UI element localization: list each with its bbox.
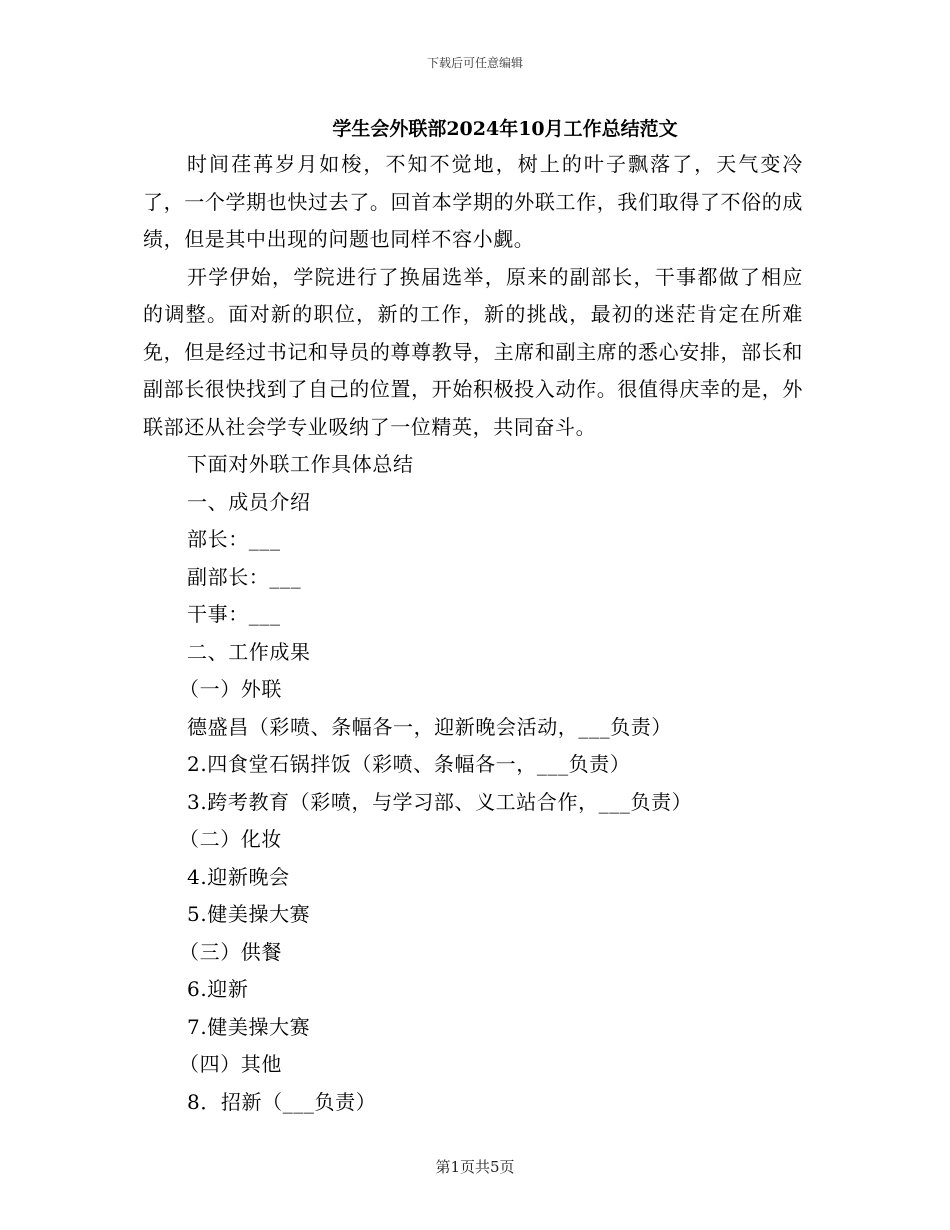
list-item: 5.健美操大赛 <box>187 902 311 926</box>
list-item: 3.跨考教育（彩喷，与学习部、义工站合作，___负责） <box>187 789 693 814</box>
list-item: 德盛昌（彩喷、条幅各一，迎新晚会活动，___负责） <box>187 714 672 739</box>
subsection-outreach: （一）外联 <box>179 677 282 701</box>
member-minister: 部长：___ <box>187 527 281 551</box>
document-body <box>143 146 803 1121</box>
section-heading-members: 一、成员介绍 <box>187 489 311 514</box>
list-item: 8．招新（___负责） <box>187 1089 377 1114</box>
document-title: 学生会外联部2024年10月工作总结范文 <box>332 118 678 140</box>
subsection-catering: （三）供餐 <box>179 939 282 964</box>
section-heading-results: 二、工作成果 <box>187 639 311 664</box>
member-officer: 干事：___ <box>187 602 281 626</box>
page-number: 第1页共5页 <box>435 1158 515 1176</box>
list-item: 2.四食堂石锅拌饭（彩喷、条幅各一，___负责） <box>187 752 631 776</box>
summary-heading: 下面对外联工作具体总结 <box>187 452 414 476</box>
list-item: 7.健美操大赛 <box>187 1014 311 1039</box>
header-note: 下载后可任意编辑 <box>426 56 523 70</box>
list-item: 4.迎新晚会 <box>187 864 290 889</box>
paragraph-election: 开学伊始，学院进行了换届选举，原来的副部长，干事都做了相应的调整。面对新的职位，新的工作，新的挑战，最初的迷茫肯定在所难免，但是经过书记和导员的尊尊教导，主席和副主席的悉心安排，部长和副部长很快找到了自己的位置，开始积极投入动作。很值得庆幸的是，外联部还从社会学专业吸纳了一位精英，共同奋斗。 <box>143 264 803 439</box>
list-item: 6.迎新 <box>187 977 249 1001</box>
member-vice-minister: 副部长：___ <box>187 564 302 589</box>
subsection-other: （四）其他 <box>179 1052 282 1076</box>
paragraph-intro: 时间荏苒岁月如梭，不知不觉地，树上的叶子飘落了，天气变冷了，一个学期也快过去了。回首本学期的外联工作，我们取得了不俗的成绩，但是其中出现的问题也同样不容小觑。 <box>143 152 803 251</box>
subsection-makeup: （二）化妆 <box>179 827 282 851</box>
